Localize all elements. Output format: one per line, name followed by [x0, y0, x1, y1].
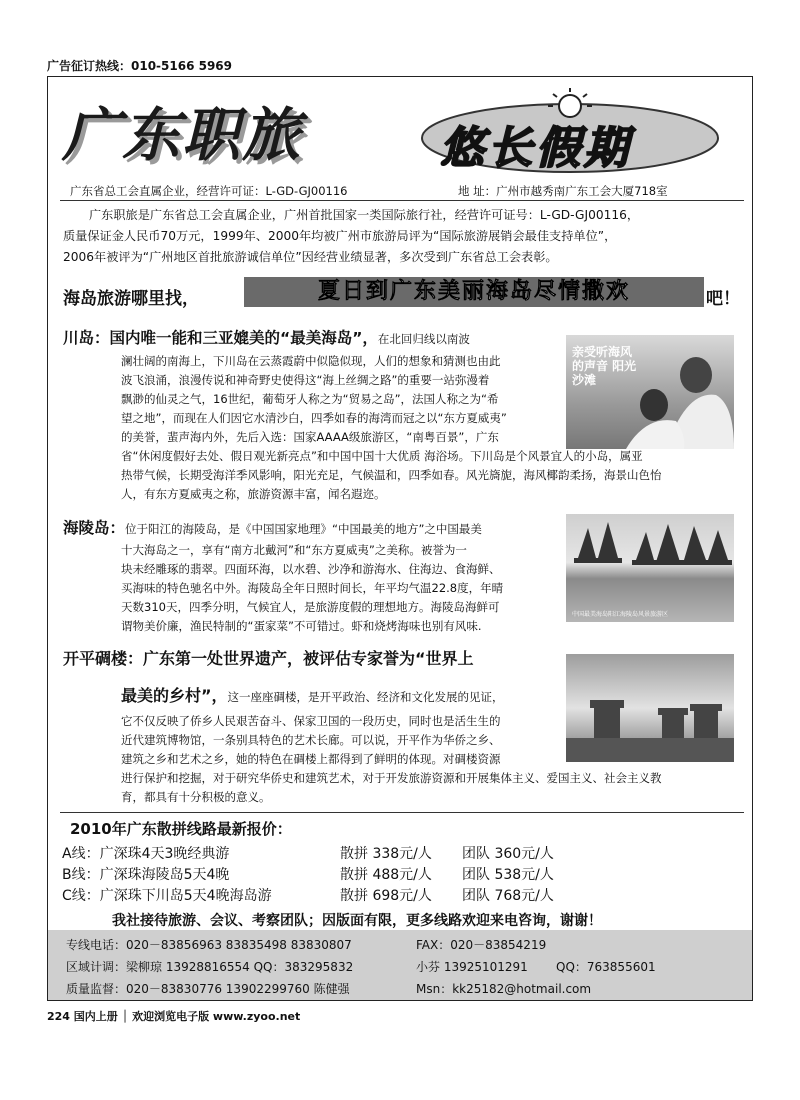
headline-suffix: 吧！ [706, 289, 740, 309]
headline-prefix: 海岛旅游哪里找， [63, 289, 199, 309]
divider [60, 812, 744, 813]
logo-text: 悠长假期 [440, 123, 632, 174]
para-line: 近代建筑博物馆，一条别具特色的艺术长廊。可以说，开平作为华侨之乡、 [121, 733, 501, 747]
kaiping-title-b: 最美的乡村”， [121, 686, 228, 705]
hailing-section-title [63, 516, 482, 538]
contact-hotline: 专线电话：020－83856963 83835498 83830807 [66, 938, 352, 952]
route-price-group: 团队 360元/人 [462, 846, 554, 862]
para-line: 热带气候，长期受海洋季风影响，阳光充足，气候温和，四季如春。风光旖旎，海风椰韵柔扬，海景山色怡 [121, 468, 662, 482]
hailing-title: 海陵岛： [63, 519, 126, 537]
para-line: 买海味的特色驰名中外。海陵岛全年日照时间长，年平均气温22.8度，年晴 [121, 581, 504, 595]
notice: 我社接待旅游、会议、考察团队；因版面有限，更多线路欢迎来电咨询，谢谢！ [112, 913, 602, 929]
sailboats-photo [566, 514, 734, 622]
contact-fax: FAX：020－83854219 [416, 938, 547, 952]
contact-area: 区域计调：梁柳琼 13928816554 QQ：383295832 [66, 960, 354, 974]
para-line: 建筑之乡和艺术之乡，她的特色在碉楼上都得到了鲜明的体现。对碉楼资源 [121, 752, 501, 766]
para-line: 飘渺的仙灵之气，16世纪，葡萄牙人称之为“贸易之岛”，法国人称之为“希 [121, 392, 499, 406]
chuan-paragraph [121, 352, 566, 447]
route-price-individual: 散拼 338元/人 [340, 846, 432, 862]
route-price-group: 团队 538元/人 [462, 867, 554, 883]
para-line: 波飞浪涌，浪漫传说和神奇野史使得这“海上丝绸之路”的重要一站弥漫着 [121, 373, 490, 387]
para-line: 望之地”，而现在人们因它水清沙白，四季如春的海湾而冠之以“东方夏威夷” [121, 411, 507, 425]
para-line: 块未经雕琢的翡翠。四面环海，以水碧、沙净和游海水、住海边、食海鲜、 [121, 562, 501, 576]
address-line: 地 址：广州市越秀南广东工会大厦718室 [458, 184, 668, 198]
kaiping-title: 开平碉楼：广东第一处世界遗产，被评估专家誉为“世界上 [63, 649, 474, 668]
para-line: 育，都具有十分积极的意义。 [121, 790, 271, 804]
para-line: 人，有东方夏威夷之称，旅游资源丰富，闻名遐迩。 [121, 487, 386, 501]
route-name: B线：广深珠海陵岛5天4晚 [62, 867, 230, 883]
route-name: A线：广深珠4天3晚经典游 [62, 846, 230, 862]
para-line: 谓物美价廉，渔民特制的“蛋家菜”不可错过。虾和烧烤海味也别有风味. [121, 619, 482, 633]
photo-overlay-text: 亲受听海风的声音 阳光沙滩 [572, 345, 637, 387]
route-price-group: 团队 768元/人 [462, 888, 554, 904]
contact-area-b: 小芬 13925101291 [416, 960, 528, 974]
contact-quality: 质量监督：020－83830776 13902299760 陈健强 [66, 982, 350, 996]
route-price-individual: 散拼 488元/人 [340, 867, 432, 883]
kaiping-title-cont [121, 683, 504, 706]
para-line: 天数310天，四季分明，气候宜人，是旅游度假的理想地方。海陵岛海鲜可 [121, 600, 500, 614]
hailing-tail: 位于阳江的海陵岛，是《中国国家地理》“中国最美的地方”之中国最美 [125, 522, 482, 536]
hailing-paragraph [121, 541, 566, 636]
intro-line: 广东职旅是广东省总工会直属企业，广州首批国家一类国际旅行社，经营许可证号：L-GD-GJ00116， [89, 208, 640, 222]
contact-qq: QQ：763855601 [556, 960, 656, 974]
ad-hotline: 广告征订热线：010-5166 5969 [47, 59, 233, 73]
photo-caption: 中国最美海岛阳江海陵岛风景旅游区 [572, 611, 669, 618]
route-price-individual: 散拼 698元/人 [340, 888, 432, 904]
para-line: 它不仅反映了侨乡人民艰苦奋斗、保家卫国的一段历史，同时也是活生生的 [121, 714, 501, 728]
chuan-section-title [63, 326, 470, 348]
kaiping-tail: 这一座座碉楼，是开平政治、经济和文化发展的见证， [227, 690, 504, 704]
contact-msn: Msn：kk25182@hotmail.com [416, 982, 592, 996]
license-line: 广东省总工会直属企业，经营许可证：L-GD-GJ00116 [70, 184, 348, 198]
chuan-tail: 在北回归线以南波 [377, 332, 470, 346]
para-line: 十大海岛之一，享有“南方北戴河”和“东方夏威夷”之美称。被誉为一 [121, 543, 467, 557]
intro-line: 质量保证金人民币70万元，1999年、2000年均被广州市旅游局评为“国际旅游展销会最佳支持单位”， [63, 229, 617, 243]
chuan-title: 川岛：国内唯一能和三亚媲美的“最美海岛”， [63, 329, 378, 347]
headline-banner: 夏日到广东美丽海岛尽情撒欢 [244, 277, 704, 307]
divider [60, 200, 744, 201]
para-line: 的美誉，蜚声海内外，先后入选：国家AAAA级旅游区，“南粤百景”，广东 [121, 430, 499, 444]
kaiping-paragraph-wide [121, 769, 746, 807]
chuan-paragraph-wide [121, 447, 746, 504]
price-title: 2010年广东散拼线路最新报价： [70, 820, 292, 838]
para-line: 澜壮阔的南海上，下川岛在云蒸霞蔚中似隐似现，人们的想象和猜测也由此 [121, 354, 501, 368]
page-footer: 224 国内上册 │ 欢迎浏览电子版 www.zyoo.net [47, 1010, 301, 1023]
para-line: 省“休闲度假好去处、假日观光新亮点”和中国中国十大优质 海浴场。下川岛是个风景宜人的小岛，属亚 [121, 449, 643, 463]
beach-couple-photo [566, 335, 734, 449]
kaiping-paragraph [121, 712, 566, 769]
intro-line: 2006年被评为“广州地区首批旅游诚信单位”因经营业绩显著，多次受到广东省总工会表彰。 [63, 250, 558, 264]
intro-paragraph [63, 205, 743, 268]
brand-title: 广东职旅 [62, 101, 303, 169]
para-line: 进行保护和挖掘，对于研究华侨史和建筑艺术，对于开发旅游资源和开展集体主义、爱国主义、社会主义教 [121, 771, 662, 785]
route-name: C线：广深珠下川岛5天4晚海岛游 [62, 888, 272, 904]
diaolou-photo [566, 654, 734, 762]
